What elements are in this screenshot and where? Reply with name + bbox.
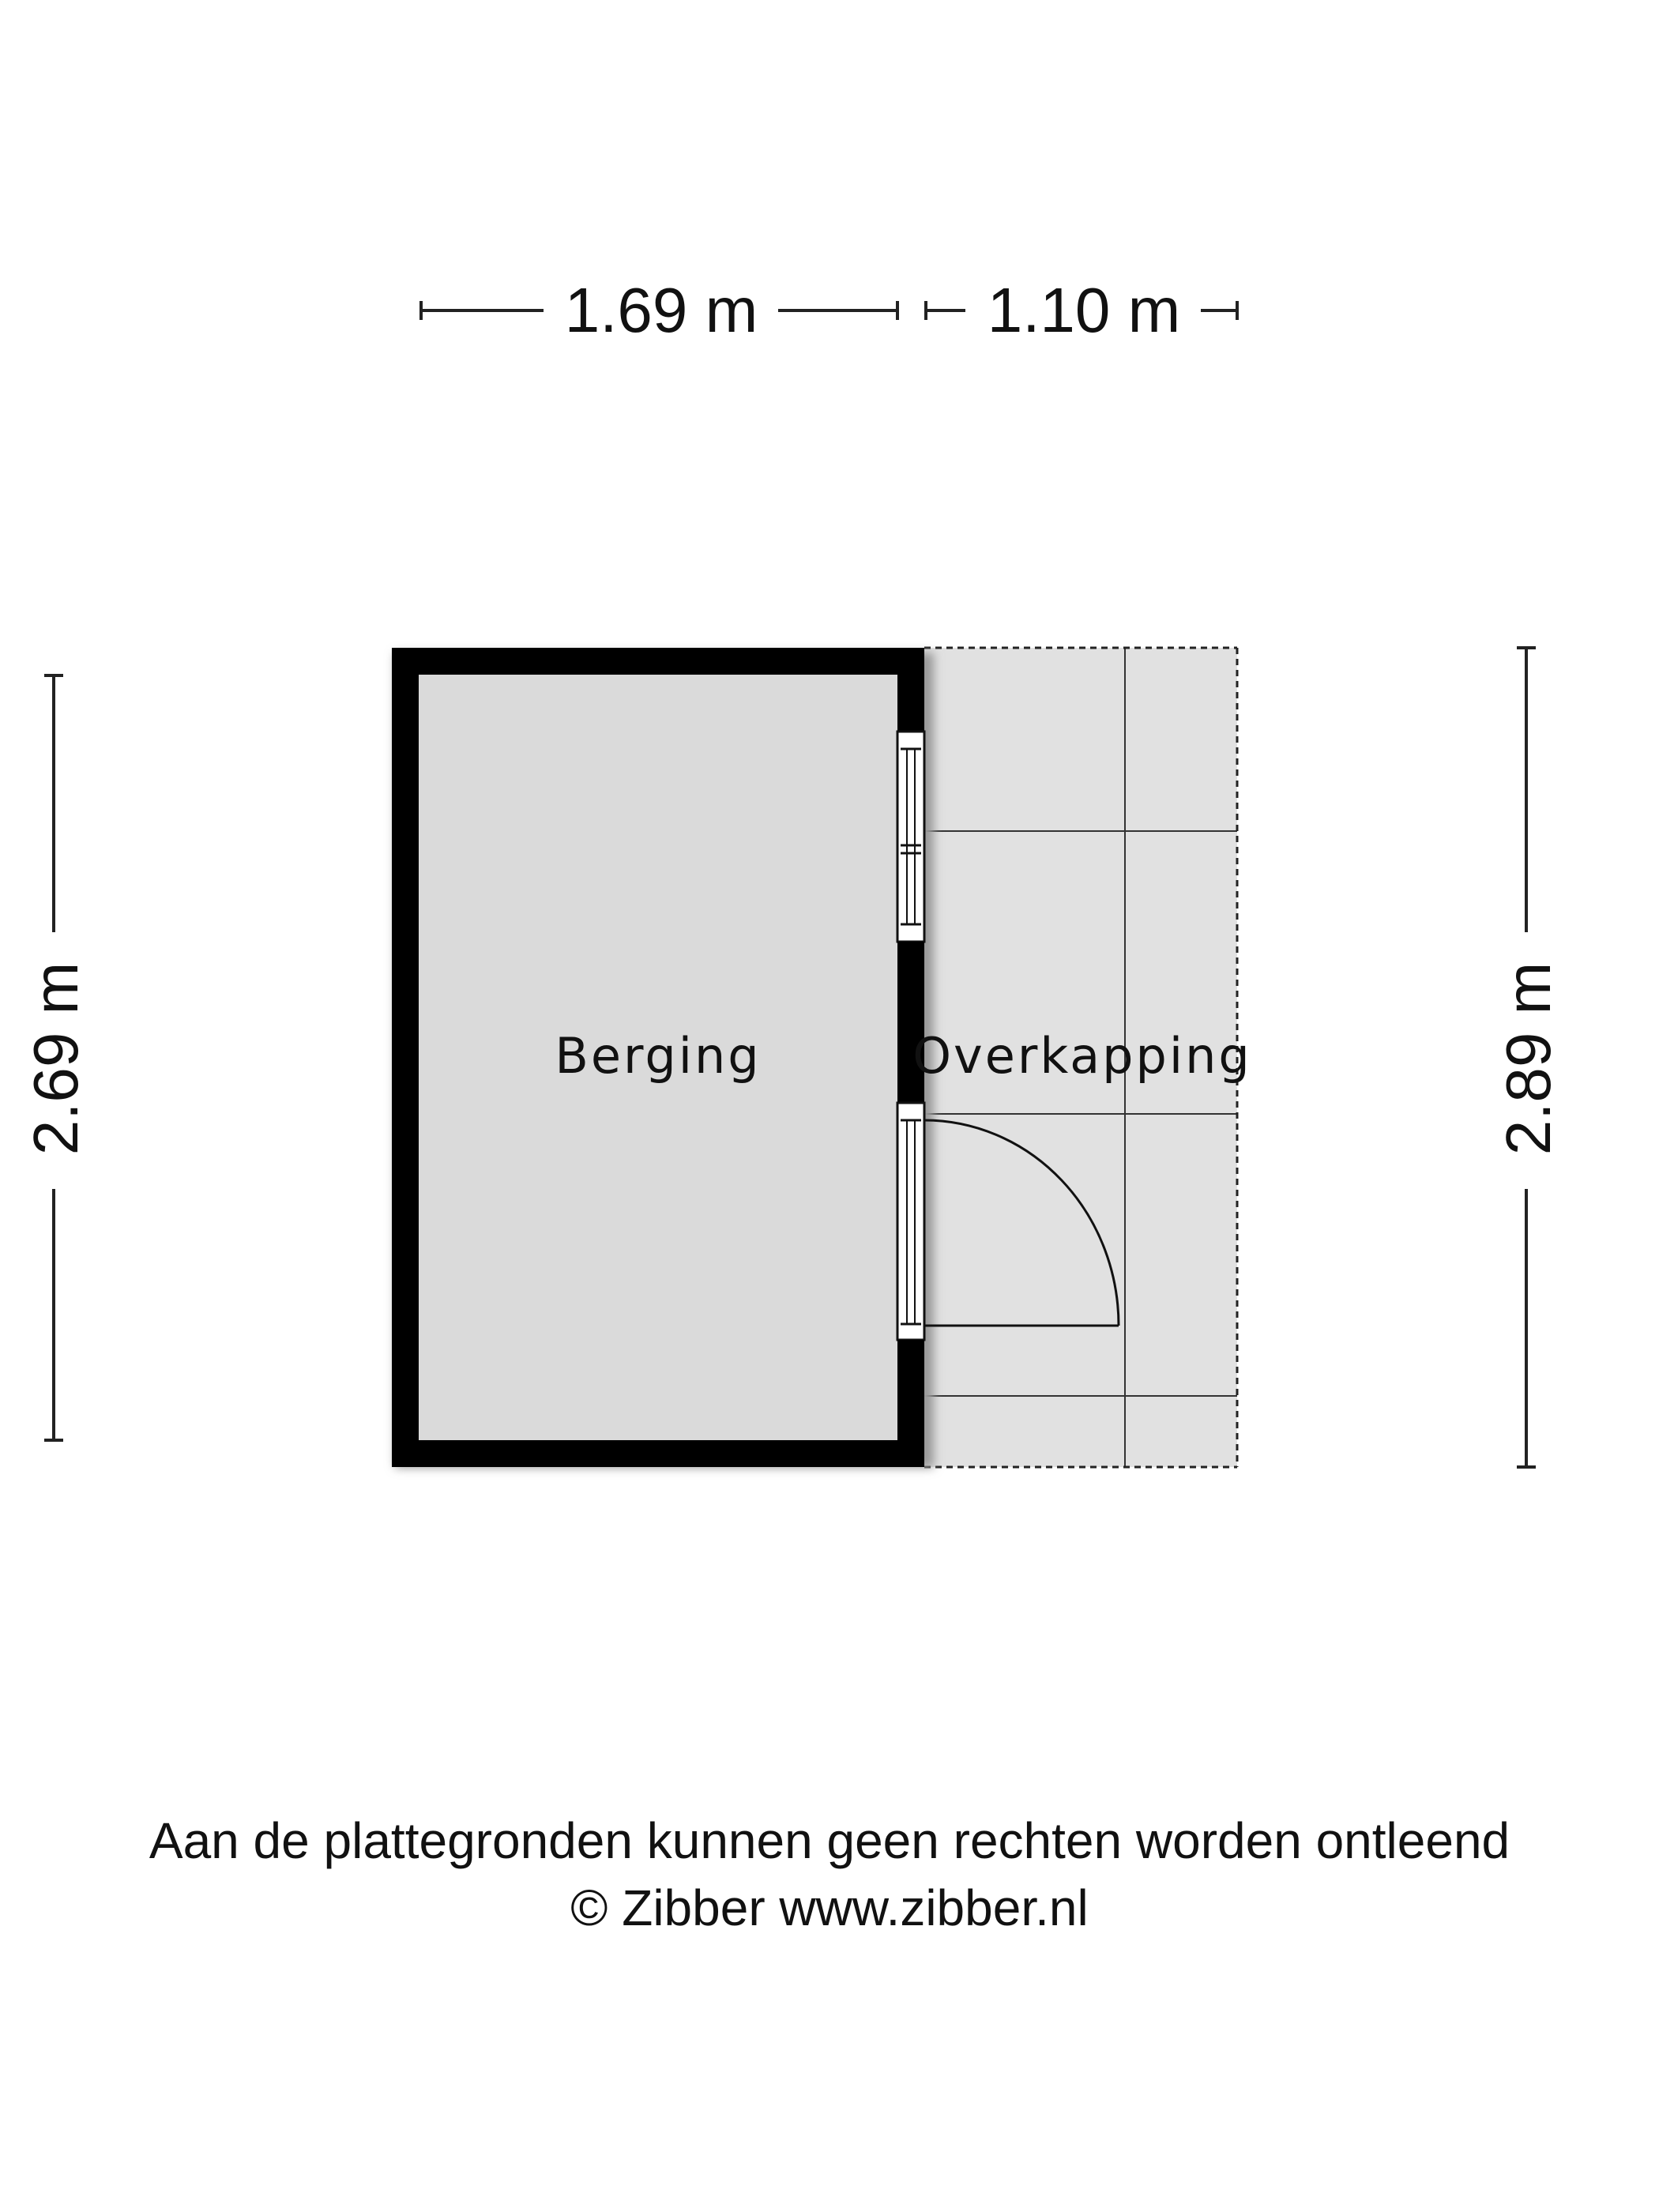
dimension-top-right: 1.10 m [987, 275, 1181, 345]
room-label-storage: Berging [555, 1027, 762, 1085]
copyright-text: © Zibber www.zibber.nl [570, 1879, 1089, 1936]
disclaimer-text: Aan de plattegronden kunnen geen rechten worden ontleend [149, 1812, 1510, 1869]
dimension-left: 2.69 m [21, 961, 91, 1156]
dimension-right: 2.89 m [1493, 961, 1563, 1156]
room-label-canopy: Overkapping [912, 1027, 1252, 1085]
right-wall [897, 732, 924, 1440]
dimension-top-left: 1.69 m [564, 275, 758, 345]
